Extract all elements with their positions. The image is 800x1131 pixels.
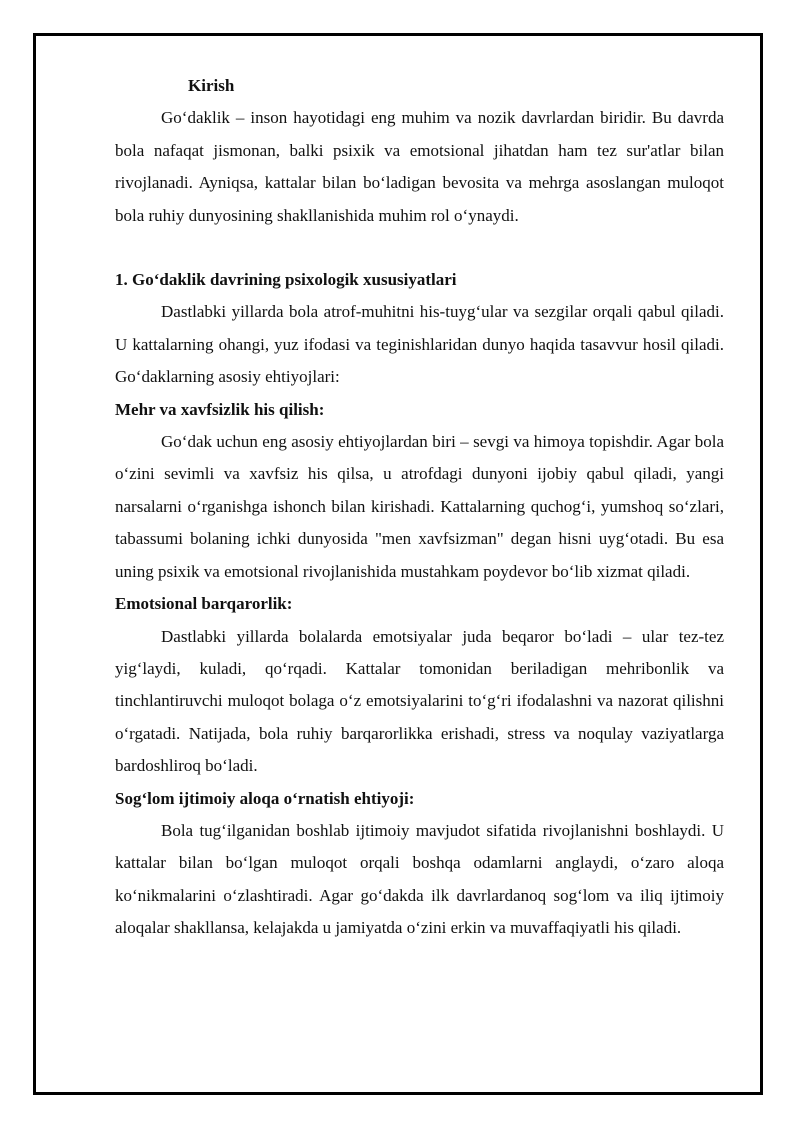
section-1-heading: 1. Go‘daklik davrining psixologik xususiyatlari	[115, 270, 457, 290]
intro-paragraph: Go‘daklik – inson hayotidagi eng muhim va nozik davrlardan biridir. Bu davrda bola nafaqat jismonan, balki psixik va emotsional jihatdan ham tez sur'atlar bilan rivojlanadi. Ayniqsa, kattalar bilan bo‘ladigan bevosita va mehrga asoslangan muloqot bola ruhiy dunyosining shakllanishida muhim rol o‘ynaydi.	[115, 108, 724, 225]
need-paragraph-social-contact: Bola tug‘ilganidan boshlab ijtimoiy mavjudot sifatida rivojlanishni boshlaydi. U kattalar bilan bo‘lgan muloqot orqali boshqa odamlarni anglaydi, o‘zaro aloqa ko‘nikmalarini o‘zlashtiradi. Agar go‘dakda ilk davrlardanoq sog‘lom va iliq ijtimoiy aloqalar shakllansa, kelajakda u jamiyatda o‘zini erkin va muvaffaqiyatli his qiladi.	[115, 820, 724, 938]
need-paragraph-emotional-stability: Dastlabki yillarda bolalarda emotsiyalar juda beqaror bo‘ladi – ular tez-tez yig‘laydi, kuladi, qo‘rqadi. Kattalar tomonidan beriladigan mehribonlik va tinchlantiruvchi muloqot bolaga o‘z emotsiyalarini to‘g‘ri ifodalashni va nazorat qilishni o‘rgatadi. Natijada, bola ruhiy barqarorlikka erishadi, stress va noqulay vaziyatlarga bardoshliroq bo‘ladi.	[115, 626, 724, 776]
need-paragraph-affection: Go‘dak uchun eng asosiy ehtiyojlardan biri – sevgi va himoya topishdir. Agar bola o‘zini sevimli va xavfsiz his qilsa, u atrofdagi dunyoni ijobiy qabul qiladi, yangi narsalarni o‘rganishga ishonch bilan kirishadi. Kattalarning quchog‘i, yumshoq so‘zlari, tabassumi bolaning ichki dunyosida "men xavfsizman" degan hisni uyg‘otadi. Bu esa uning psixik va emotsional rivojlanishida mustahkam poydevor bo‘lib xizmat qiladi.	[115, 432, 724, 581]
intro-heading: Kirish	[188, 76, 235, 95]
document-body	[115, 70, 724, 945]
need-heading-affection: Mehr va xavfsizlik his qilish:	[115, 399, 325, 419]
need-heading-social-contact: Sog‘lom ijtimoiy aloqa o‘rnatish ehtiyoji:	[115, 788, 415, 808]
section-1-paragraph: Dastlabki yillarda bola atrof-muhitni his-tuyg‘ular va sezgilar orqali qabul qiladi. U kattalarning ohangi, yuz ifodasi va teginishlaridan dunyo haqida tasavvur hosil qiladi. Go‘daklarning asosiy ehtiyojlari:	[115, 302, 724, 387]
need-heading-emotional-stability: Emotsional barqarorlik:	[115, 594, 293, 614]
